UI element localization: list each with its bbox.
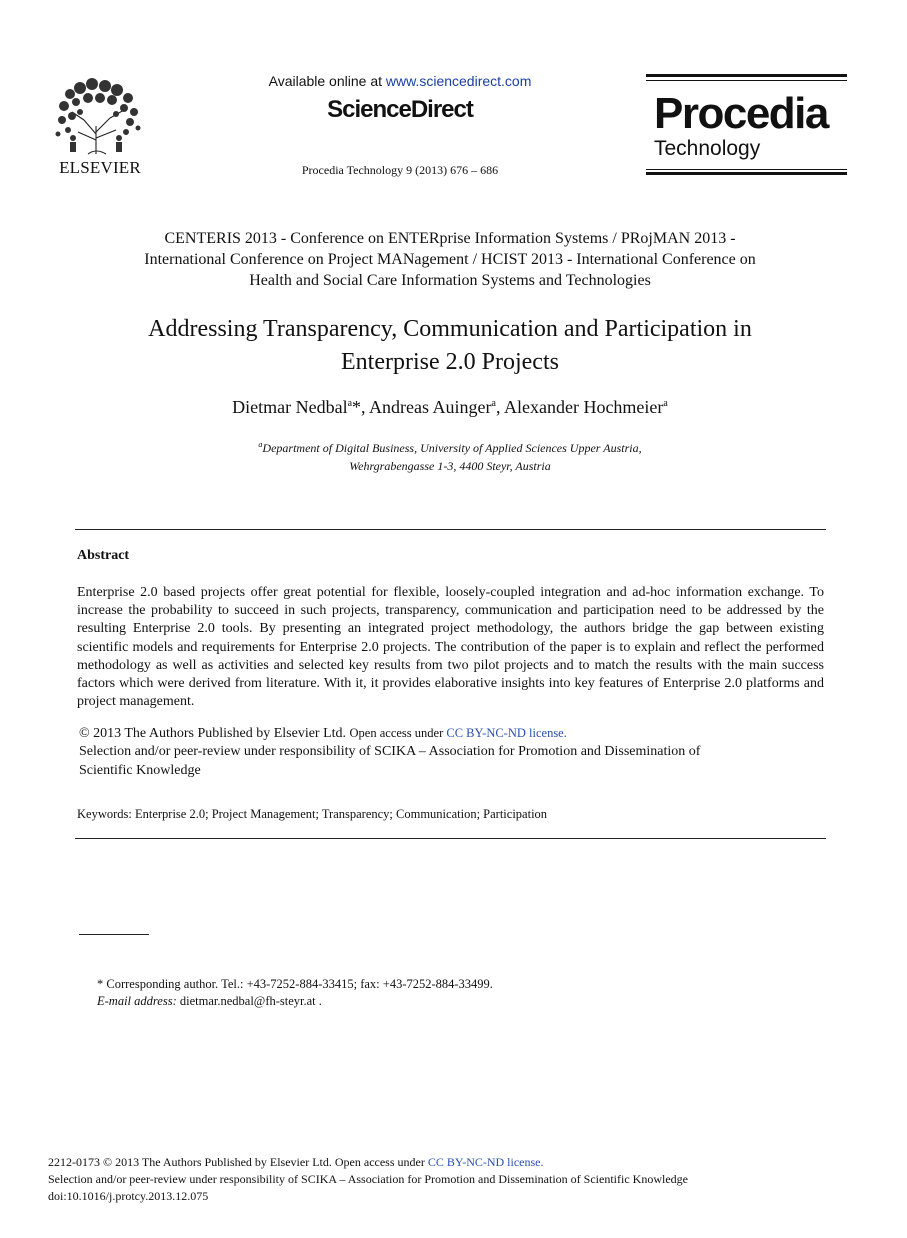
conference-line: Health and Social Care Information Systems and Technologies bbox=[249, 272, 651, 289]
author-name: Alexander Hochmeier bbox=[503, 397, 664, 417]
author-name: Andreas Auinger bbox=[369, 397, 492, 417]
abstract-top-rule bbox=[75, 529, 826, 530]
procedia-bottom-rule-thin bbox=[646, 169, 847, 170]
open-access-label: Open access under bbox=[349, 726, 447, 740]
affiliation-line bbox=[120, 436, 780, 457]
footer-license-link[interactable]: CC BY-NC-ND license. bbox=[427, 1155, 544, 1169]
procedia-logo bbox=[646, 74, 847, 176]
email-label: E-mail address: bbox=[97, 994, 177, 1008]
available-online-label: Available online at bbox=[268, 73, 386, 89]
journal-reference: Procedia Technology 9 (2013) 676 – 686 bbox=[301, 163, 499, 177]
affiliation bbox=[120, 436, 780, 475]
available-online-line bbox=[200, 73, 600, 89]
procedia-top-rule-thin bbox=[646, 80, 847, 81]
author-affil-sup: a bbox=[491, 398, 496, 409]
abstract-text: Enterprise 2.0 based projects offer great potential for flexible, loosely-coupled integration and ad-hoc information exchange. To increase the probability to succeed in such projects, transparency, communication and participation need to be addressed by the resulting Enterprise 2.0 tools. By presenting an integrated project methodology, the authors bridge the gap between existing scientific models and requirements for Enterprise 2.0 projects. The contribution of the paper is to explain and reflect the performed methodology as well as activities and selected key results from two pilot projects and to match the results with the main success factors which were derived from literature. With it, it provides elaborative insights into key features of Enterprise 2.0 platforms and project management. bbox=[77, 585, 824, 710]
conference-line: International Conference on Project MANagement / HCIST 2013 - International Conference on bbox=[144, 251, 756, 268]
email-address[interactable]: dietmar.nedbal@fh-steyr.at . bbox=[176, 994, 322, 1008]
peer-review-text: Selection and/or peer-review under responsibility of SCIKA – Association for Promotion and Dissemination of bbox=[79, 744, 701, 760]
procedia-top-rule bbox=[646, 74, 847, 77]
footnote bbox=[97, 976, 797, 1010]
author-separator: , bbox=[361, 397, 370, 417]
conference-line: CENTERIS 2013 - Conference on ENTERprise Information Systems / PRojMAN 2013 - bbox=[164, 230, 736, 247]
title-line: Addressing Transparency, Communication and Participation in bbox=[148, 316, 752, 342]
footnote-rule bbox=[79, 934, 149, 935]
author-name: Dietmar Nedbal bbox=[232, 397, 348, 417]
sciencedirect-title: ScienceDirect bbox=[327, 96, 473, 123]
corresponding-author-note: * Corresponding author. Tel.: +43-7252-884-33415; fax: +43-7252-884-33499. bbox=[97, 977, 493, 991]
footer-doi[interactable]: doi:10.1016/j.protcy.2013.12.075 bbox=[48, 1188, 209, 1203]
peer-review-text-cont: Scientific Knowledge bbox=[79, 762, 201, 778]
license-link[interactable]: CC BY-NC-ND license. bbox=[446, 726, 567, 740]
conference-name bbox=[80, 228, 820, 291]
abstract-heading: Abstract bbox=[77, 548, 130, 563]
corresponding-mark: * bbox=[352, 397, 362, 417]
author-affil-sup: a bbox=[347, 398, 353, 409]
keywords: Keywords: Enterprise 2.0; Project Management; Transparency; Communication; Participation bbox=[77, 807, 548, 821]
footer-copyright: 2212-0173 © 2013 The Authors Published by Elsevier Ltd. Open access under bbox=[48, 1155, 428, 1169]
footer-peer-review: Selection and/or peer-review under responsibility of SCIKA – Association for Promotion and Dissemination of Scientific Knowledge bbox=[48, 1171, 688, 1186]
procedia-bottom-rule bbox=[646, 172, 847, 175]
affiliation-text: Department of Digital Business, University of Applied Sciences Upper Austria, bbox=[262, 441, 642, 455]
author-list bbox=[80, 397, 820, 418]
author-affil-sup: a bbox=[663, 398, 668, 409]
page-footer bbox=[48, 1154, 868, 1204]
procedia-logo-subtitle: Technology bbox=[654, 137, 761, 160]
copyright-text: © 2013 The Authors Published by Elsevier Ltd. bbox=[79, 726, 350, 741]
copyright-block bbox=[79, 724, 819, 780]
affiliation-line: Wehrgrabengasse 1-3, 4400 Steyr, Austria bbox=[349, 459, 551, 473]
abstract-bottom-rule bbox=[75, 838, 826, 839]
affiliation-sup: a bbox=[258, 440, 263, 449]
procedia-logo-title: Procedia bbox=[654, 89, 828, 138]
paper-title bbox=[70, 313, 830, 379]
sciencedirect-link[interactable]: www.sciencedirect.com bbox=[385, 73, 532, 89]
elsevier-logo-text: ELSEVIER bbox=[59, 158, 141, 177]
author-separator: , bbox=[495, 397, 504, 417]
title-line: Enterprise 2.0 Projects bbox=[341, 349, 559, 375]
